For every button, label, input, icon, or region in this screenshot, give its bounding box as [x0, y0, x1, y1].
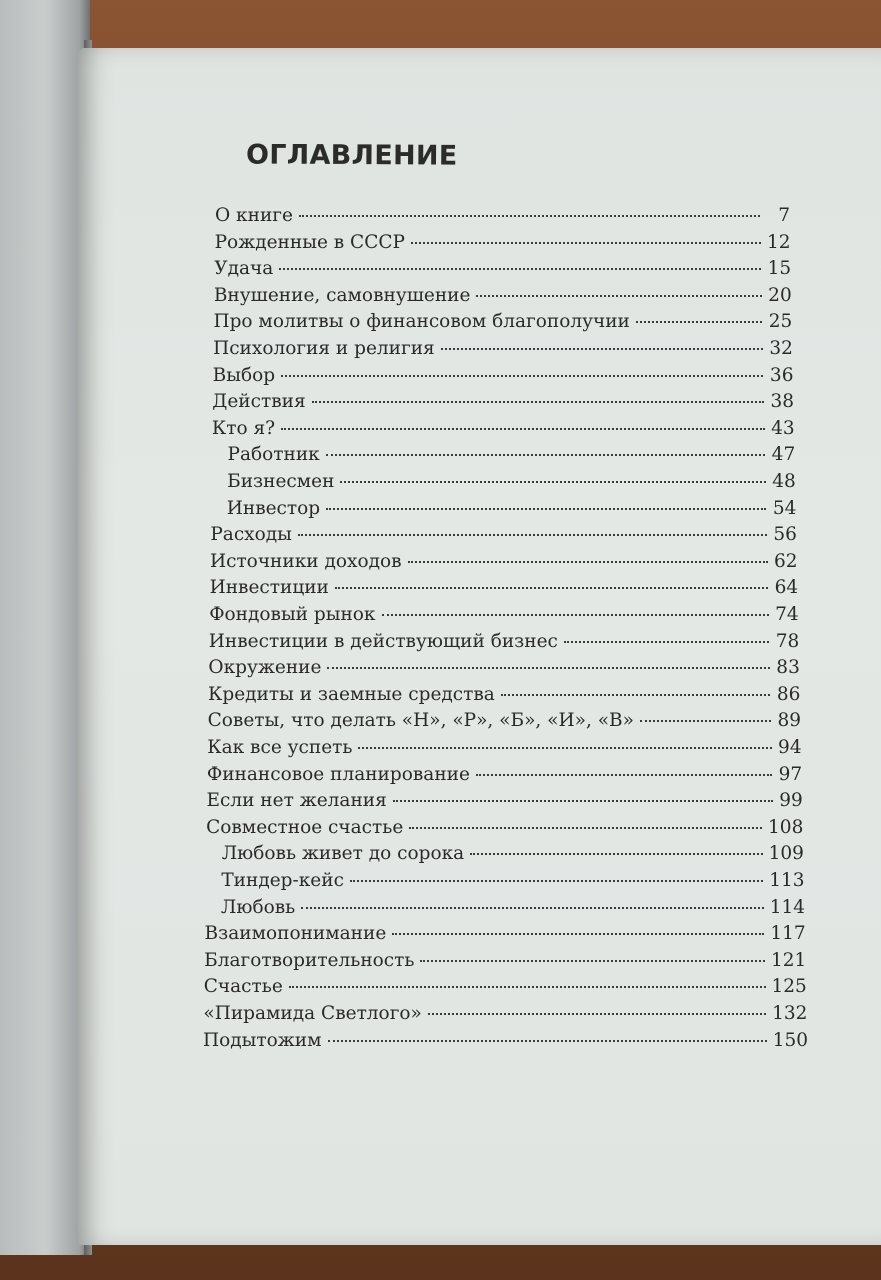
toc-entry-title: Работник [227, 444, 320, 466]
toc-entry-title: Про молитвы о финансовом благополучии [213, 311, 630, 333]
toc-entry-page-number: 150 [772, 1029, 808, 1051]
toc-entry [203, 1030, 808, 1051]
dot-leader [393, 800, 773, 802]
toc-entry-page-number: 36 [769, 364, 794, 386]
toc-entry-title: Если нет желания [206, 790, 387, 812]
toc-entry-title: О книге [215, 205, 293, 226]
toc-entry-page-number: 20 [768, 284, 792, 306]
toc-entry-title: Подытожим [203, 1029, 322, 1051]
toc-entry [221, 897, 805, 918]
dot-leader [312, 401, 764, 403]
toc-entry-title: Взаимопонимание [204, 923, 387, 945]
toc-entry [209, 604, 799, 625]
dot-leader [340, 481, 765, 483]
toc-entry [213, 338, 793, 359]
toc-entry-title: Психология и религия [213, 338, 435, 359]
toc-entry-page-number: 64 [774, 577, 799, 599]
toc-entry-title: Выбор [212, 364, 276, 386]
toc-entry-page-number: 54 [772, 497, 797, 519]
dot-leader [409, 827, 762, 829]
dot-leader [501, 694, 771, 696]
toc-entry [215, 232, 791, 253]
toc-entry-title: Финансовое планирование [206, 763, 470, 785]
toc-entry [215, 205, 790, 226]
toc-entry [214, 285, 792, 306]
toc-entry [208, 710, 801, 731]
dot-leader [476, 774, 772, 776]
toc-entry-page-number: 109 [768, 843, 804, 865]
toc-entry-title: «Пирамида Светлого» [203, 1003, 422, 1024]
toc-entry-page-number: 48 [772, 471, 796, 492]
toc-entry-page-number: 132 [772, 1003, 808, 1024]
toc-entry [210, 577, 799, 598]
toc-entry [204, 950, 806, 971]
left-page [0, 0, 90, 1255]
toc-entry [213, 311, 792, 332]
toc-entry-page-number: 114 [769, 896, 806, 918]
toc-entry-page-number: 25 [768, 311, 793, 333]
toc-entry-page-number: 83 [776, 657, 800, 679]
toc-entry [205, 923, 806, 944]
toc-entry-title: Инвестиции [209, 577, 329, 599]
dot-leader [382, 614, 769, 616]
toc-entry-page-number: 62 [773, 550, 798, 572]
toc-entry-page-number: 56 [773, 524, 797, 546]
toc-entry-page-number: 43 [771, 417, 795, 439]
toc-entry-title: Фондовый рынок [209, 604, 376, 625]
dot-leader [350, 880, 763, 882]
toc-entry-page-number: 7 [778, 205, 790, 226]
toc-entry-title: Инвестор [226, 497, 321, 519]
toc-entry [208, 657, 799, 678]
toc-entry-page-number: 74 [775, 604, 799, 625]
dot-leader [392, 933, 764, 935]
toc-entry-page-number: 47 [771, 444, 796, 466]
toc-entry [222, 843, 804, 864]
toc-entry-title: Как все успеть [207, 737, 353, 758]
dot-leader [476, 295, 761, 297]
toc-entry [210, 551, 798, 572]
toc-entry-title: Тиндер-кейс [221, 870, 344, 891]
toc-entry [221, 870, 804, 891]
toc-entry [204, 976, 807, 997]
toc-entry-title: Кто я? [211, 417, 276, 439]
toc-entry-title: Кредиты и заемные средства [208, 683, 495, 705]
toc-entry [227, 498, 797, 519]
toc-entry [208, 684, 800, 705]
toc-entry-page-number: 108 [768, 816, 804, 838]
toc-entry-page-number: 121 [770, 949, 807, 971]
toc-entry [210, 524, 797, 545]
toc-entry-title: Совместное счастье [206, 816, 404, 838]
toc-entry [214, 258, 791, 279]
toc-entry-page-number: 15 [767, 258, 792, 280]
dot-leader [281, 375, 763, 377]
dot-leader [301, 907, 764, 909]
toc-entry-page-number: 125 [771, 976, 807, 998]
dot-leader [470, 853, 762, 855]
toc-entry-page-number: 32 [769, 338, 793, 359]
toc-entry [207, 764, 802, 785]
dot-leader [408, 561, 768, 563]
toc-entry-title: Расходы [210, 524, 292, 546]
toc-entry-title: Внушение, самовнушение [213, 284, 471, 306]
toc-entry-title: Окружение [208, 657, 322, 679]
dot-leader [326, 508, 766, 510]
toc-entry-page-number: 78 [775, 630, 800, 652]
toc-entry [228, 444, 796, 465]
toc-entry-title: Любовь живет до сорока [221, 843, 465, 865]
dot-leader [428, 1013, 766, 1015]
dot-leader [411, 242, 761, 244]
toc-entry [212, 391, 794, 412]
toc-entry [213, 365, 794, 386]
toc-entry-title: Удача [214, 258, 274, 280]
dot-leader [281, 428, 765, 430]
dot-leader [564, 641, 769, 643]
toc-entry-page-number: 89 [777, 710, 802, 732]
dot-leader [279, 268, 761, 270]
dot-leader [289, 986, 766, 988]
toc-entry [207, 737, 801, 758]
dot-leader [358, 747, 771, 749]
dot-leader [298, 534, 767, 536]
toc-entry [227, 471, 796, 492]
dot-leader [299, 215, 760, 217]
toc-entry-title: Действия [212, 391, 306, 413]
toc-entry-title: Советы, что делать «Н», «Р», «Б», «И», «В» [207, 710, 634, 732]
toc-entry-title: Инвестиции в действующий бизнес [208, 630, 558, 652]
page-title: ОГЛАВЛЕНИЕ [245, 139, 458, 172]
toc-entry-page-number: 97 [778, 763, 803, 785]
toc-entry-page-number: 86 [776, 683, 801, 705]
toc-entry [206, 790, 802, 811]
toc-entry-title: Бизнесмен [227, 471, 335, 492]
toc-entry [212, 418, 795, 439]
dot-leader [328, 1040, 767, 1042]
toc-entry-title: Рожденные в СССР [214, 231, 405, 253]
dot-leader [640, 720, 771, 722]
toc-entry-page-number: 94 [778, 737, 802, 758]
toc-entry-page-number: 113 [769, 870, 805, 891]
toc-entry-page-number: 12 [767, 231, 791, 253]
dot-leader [327, 667, 769, 669]
toc-entry-page-number: 38 [770, 391, 795, 413]
toc-entry [206, 817, 803, 838]
toc-entry-title: Благотворительность [204, 949, 415, 971]
dot-leader [326, 454, 765, 456]
toc-entry-title: Счастье [203, 976, 283, 998]
toc-entry-page-number: 117 [770, 923, 806, 945]
toc-entry [209, 631, 799, 652]
dot-leader [636, 321, 762, 323]
dot-leader [335, 587, 768, 589]
dot-leader [420, 960, 764, 962]
dot-leader [441, 348, 763, 350]
toc-entry-title: Источники доходов [209, 550, 402, 572]
toc-entry-page-number: 99 [779, 790, 803, 812]
toc-entry-title: Любовь [220, 896, 296, 918]
toc-entry [203, 1003, 807, 1024]
